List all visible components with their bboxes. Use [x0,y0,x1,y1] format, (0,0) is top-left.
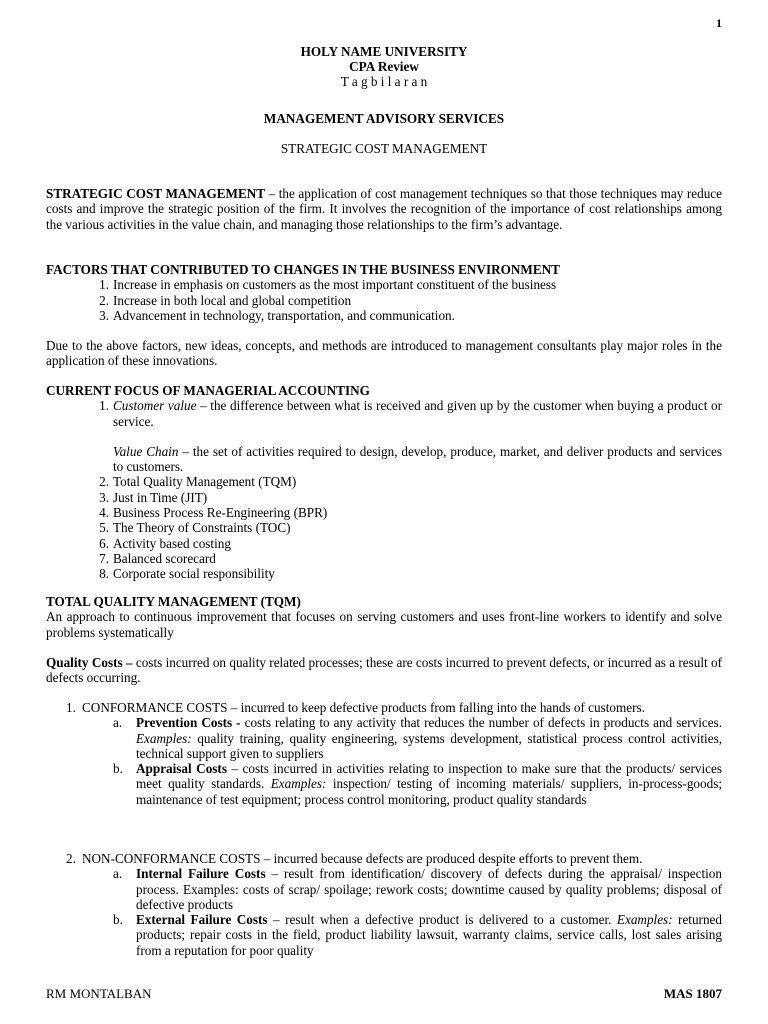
tqm-description: An approach to continuous improvement that focuses on serving customers and uses front-line workers to identify and solve problems systematically [46,609,722,640]
list-item: 8. Corporate social responsibility [99,566,275,582]
tqm-heading: TOTAL QUALITY MANAGEMENT (TQM) [46,594,301,609]
subject-title: MANAGEMENT ADVISORY SERVICES [263,111,505,126]
university-name: HOLY NAME UNIVERSITY [300,44,468,59]
focus-list-continued [46,474,722,581]
factors-note: Due to the above factors, new ideas, concepts, and methods are introduced to management consultants play major roles in the application of these innovations. [46,338,722,369]
focus-heading: CURRENT FOCUS OF MANAGERIAL ACCOUNTING [46,383,370,398]
page-number: 1 [716,16,722,30]
conformance-title: 1. CONFORMANCE COSTS – incurred to keep defective products from falling into the hands of customers. [66,700,645,715]
footer-code: MAS 1807 [663,986,722,1001]
list-item: 4. Business Process Re-Engineering (BPR) [99,505,328,521]
appraisal-costs-item: b. Appraisal Costs – costs incurred in activities relating to inspection to make sure that the products/ services meet quality standards. Examples: inspection/ testing of incoming materials/ suppliers, in-process-goods; maintenance of test equipment; process control monitoring, product quality standards [113,761,722,807]
list-item: 1. Customer value – the difference between what is received and given up by the customer when buying a product or service. [99,398,722,429]
list-item: 1. Increase in emphasis on customers as the most important constituent of the business [99,277,557,293]
focus-list [46,398,722,429]
internal-failure-costs-item: a. Internal Failure Costs – result from identification/ discovery of defects during the appraisal/ inspection process. Examples: costs of scrap/ spoilage; rework costs; downtime caused by quality problems; disposal of defective products [113,866,722,912]
list-item: 2. Increase in both local and global competition [99,292,352,308]
list-item: 5. The Theory of Constraints (TOC) [99,520,291,536]
page-footer [46,986,722,1001]
nonconformance-title: 2. NON-CONFORMANCE COSTS – incurred because defects are produced despite efforts to prevent them. [66,851,643,866]
program-name: CPA Review [349,59,419,74]
location: T a g b i l a r a n [340,74,428,89]
footer-author: RM MONTALBAN [46,986,152,1001]
factors-section [46,262,722,323]
list-item: 3. Just in Time (JIT) [99,489,208,505]
intro-section [46,186,722,232]
list-item: 2. Total Quality Management (TQM) [99,474,297,490]
factors-heading: FACTORS THAT CONTRIBUTED TO CHANGES IN THE BUSINESS ENVIRONMENT [46,262,560,277]
conformance-section [46,700,722,807]
prevention-costs-item: a. Prevention Costs - costs relating to any activity that reduces the number of defects in products and services. Examples: quality training, quality engineering, systems development, statistical process control activities, technical support given to suppliers [113,715,722,761]
tqm-section [46,594,722,640]
external-failure-costs-item: b. External Failure Costs – result when a defective product is delivered to a customer. Examples: returned products; repair costs in the field, product liability lawsuit, warranty claims, service calls, lost sales arising from a reputation for poor quality [113,912,722,958]
focus-section [46,383,722,582]
quality-costs-paragraph: Quality Costs – costs incurred on quality related processes; these are costs incurred to prevent defects, or incurred as a result of defects occurring. [46,655,722,686]
factors-list [46,277,722,323]
intro-definition: – the application of cost management techniques so that those techniques may reduce costs and improve the strategic position of the firm. It involves the recognition of the importance of cost relationships among the various activities in the value chain, and managing those relationships to the firm’s advantage. [46,186,722,232]
value-chain-paragraph: Value Chain – the set of activities required to design, develop, produce, market, and deliver products and services to customers. [113,443,722,475]
intro-paragraph [46,186,722,232]
nonconformance-section [46,851,722,958]
list-item: 7. Balanced scorecard [99,550,216,566]
list-item: 3. Advancement in technology, transportation, and communication. [99,307,455,323]
list-item: 6. Activity based costing [99,535,231,551]
topic-title: STRATEGIC COST MANAGEMENT [280,141,488,156]
intro-term: STRATEGIC COST MANAGEMENT [46,186,266,201]
